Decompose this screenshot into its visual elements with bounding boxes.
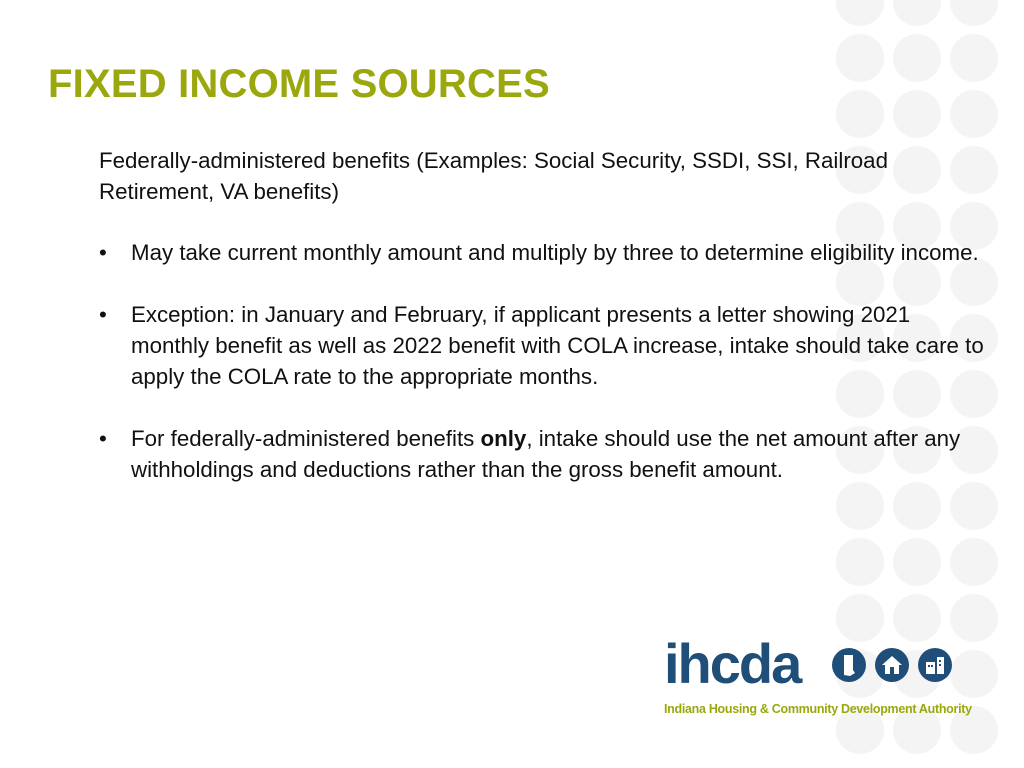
emphasis-text: only — [480, 426, 527, 451]
bullet-list — [99, 237, 989, 485]
indiana-state-icon — [832, 648, 866, 682]
bullet-marker: • — [99, 426, 107, 451]
community-icon — [918, 648, 952, 682]
bullet-text: Exception: in January and February, if applicant presents a letter showing 2021 monthly benefit as well as 2022 benefit with COLA increase, intake should take care to apply the COLA rate to the appropriate months. — [131, 302, 984, 389]
slide-title: FIXED INCOME SOURCES — [48, 62, 550, 106]
bullet-text-start: For federally-administered benefits — [131, 426, 481, 451]
bullet-text-end: , intake should use the net amount after any withholdings and deductions rather than the gross benefit amount. — [131, 426, 961, 482]
bullet-text: May take current monthly amount and multiply by three to determine eligibility income. — [131, 240, 979, 265]
intro-paragraph: Federally-administered benefits (Examples: Social Security, SSDI, SSI, Railroad Retirement, VA benefits) — [99, 148, 888, 204]
ihcda-logo — [664, 632, 976, 722]
bullet-item — [99, 423, 989, 485]
logo-tagline: Indiana Housing & Community Development Authority — [664, 702, 972, 716]
house-icon — [875, 648, 909, 682]
bullet-marker: • — [99, 240, 107, 265]
bullet-item — [99, 237, 989, 268]
bullet-marker: • — [99, 302, 107, 327]
slide-body — [99, 145, 989, 516]
bullet-item — [99, 299, 989, 392]
logo-wordmark: ihcda — [664, 632, 801, 695]
